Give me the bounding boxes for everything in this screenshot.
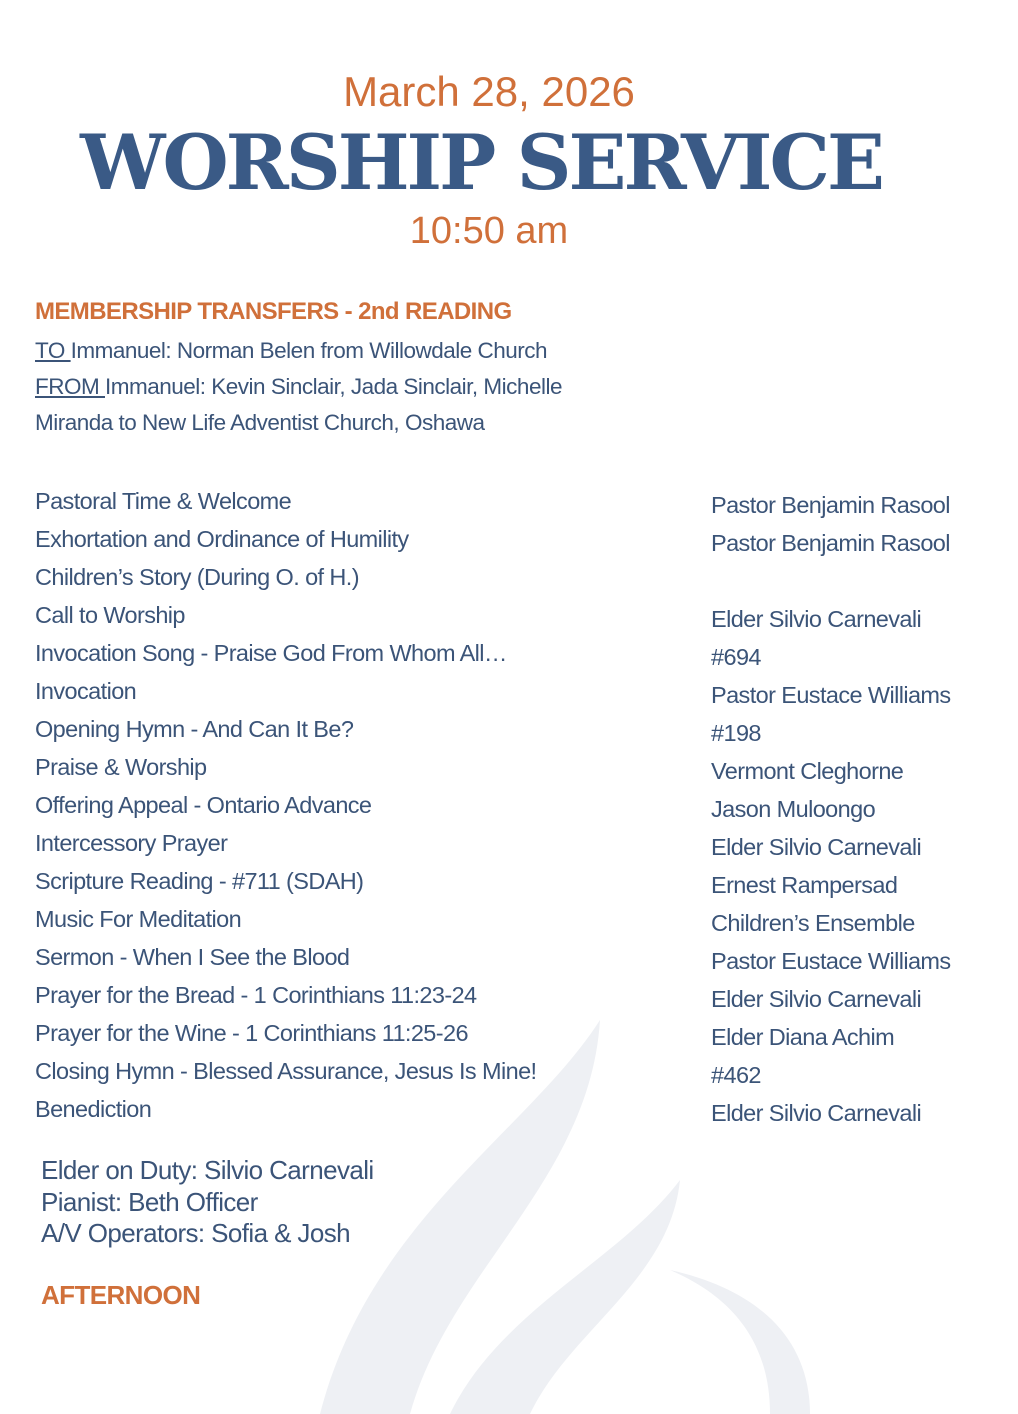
participant-item: Elder Silvio Carnevali [711, 834, 922, 860]
page-title: WORSHIP SERVICE [80, 118, 882, 207]
participant-item: Elder Diana Achim [711, 1024, 895, 1050]
participant-item: Ernest Rampersad [711, 872, 898, 898]
program-item: Benediction [35, 1096, 152, 1122]
transfer-to-text: Immanuel: Norman Belen from Willowdale Church [70, 338, 548, 363]
program-item: Exhortation and Ordinance of Humility [35, 526, 409, 552]
program-item: Opening Hymn - And Can It Be? [35, 716, 354, 742]
to-label: TO [35, 338, 71, 363]
program-item: Praise & Worship [35, 754, 207, 780]
transfer-from-line [35, 374, 562, 400]
pianist: Pianist: Beth Officer [41, 1186, 258, 1217]
transfer-from-text: Immanuel: Kevin Sinclair, Jada Sinclair, Michelle [105, 374, 562, 399]
participant-item: Elder Silvio Carnevali [711, 606, 922, 632]
afternoon-heading: AFTERNOON [41, 1280, 201, 1310]
program-item: Offering Appeal - Ontario Advance [35, 792, 372, 818]
program-item: Invocation Song - Praise God From Whom All… [35, 640, 507, 666]
participant-item [711, 562, 951, 600]
program-item: Sermon - When I See the Blood [35, 944, 350, 970]
program-item: Call to Worship [35, 602, 185, 628]
participant-item: Children’s Ensemble [711, 910, 915, 936]
program-item: Children’s Story (During O. of H.) [35, 564, 359, 590]
program-item: Intercessory Prayer [35, 830, 228, 856]
participant-item: #198 [711, 720, 761, 746]
participant-item: Elder Silvio Carnevali [711, 986, 922, 1012]
program-item: Invocation [35, 678, 137, 704]
duty-roster [41, 1155, 374, 1250]
program-item: Music For Meditation [35, 906, 242, 932]
participant-item: Jason Muloongo [711, 796, 876, 822]
participant-list [711, 486, 951, 1132]
program-item: Prayer for the Wine - 1 Corinthians 11:25-26 [35, 1020, 468, 1046]
program-item: Prayer for the Bread - 1 Corinthians 11:23-24 [35, 982, 477, 1008]
transfer-to-line [35, 338, 547, 364]
program-item: Scripture Reading - #711 (SDAH) [35, 868, 364, 894]
service-date: March 28, 2026 [343, 68, 635, 115]
transfer-from-continued: Miranda to New Life Adventist Church, Oshawa [35, 410, 485, 435]
participant-item: #462 [711, 1062, 761, 1088]
elder-on-duty: Elder on Duty: Silvio Carnevali [41, 1155, 374, 1185]
participant-item: Pastor Benjamin Rasool [711, 492, 950, 518]
participant-item: #694 [711, 644, 761, 670]
av-operators: A/V Operators: Sofia & Josh [41, 1218, 350, 1248]
participant-item: Elder Silvio Carnevali [711, 1100, 922, 1126]
program-list [35, 482, 536, 1128]
service-time: 10:50 am [409, 210, 569, 252]
participant-item: Pastor Eustace Williams [711, 948, 951, 974]
participant-item: Pastor Eustace Williams [711, 682, 951, 708]
participant-item: Pastor Benjamin Rasool [711, 530, 950, 556]
membership-heading: MEMBERSHIP TRANSFERS - 2nd READING [35, 298, 512, 325]
participant-item: Vermont Cleghorne [711, 758, 904, 784]
program-item: Pastoral Time & Welcome [35, 488, 292, 514]
from-label: FROM [35, 374, 105, 399]
program-item: Closing Hymn - Blessed Assurance, Jesus Is Mine! [35, 1058, 537, 1084]
